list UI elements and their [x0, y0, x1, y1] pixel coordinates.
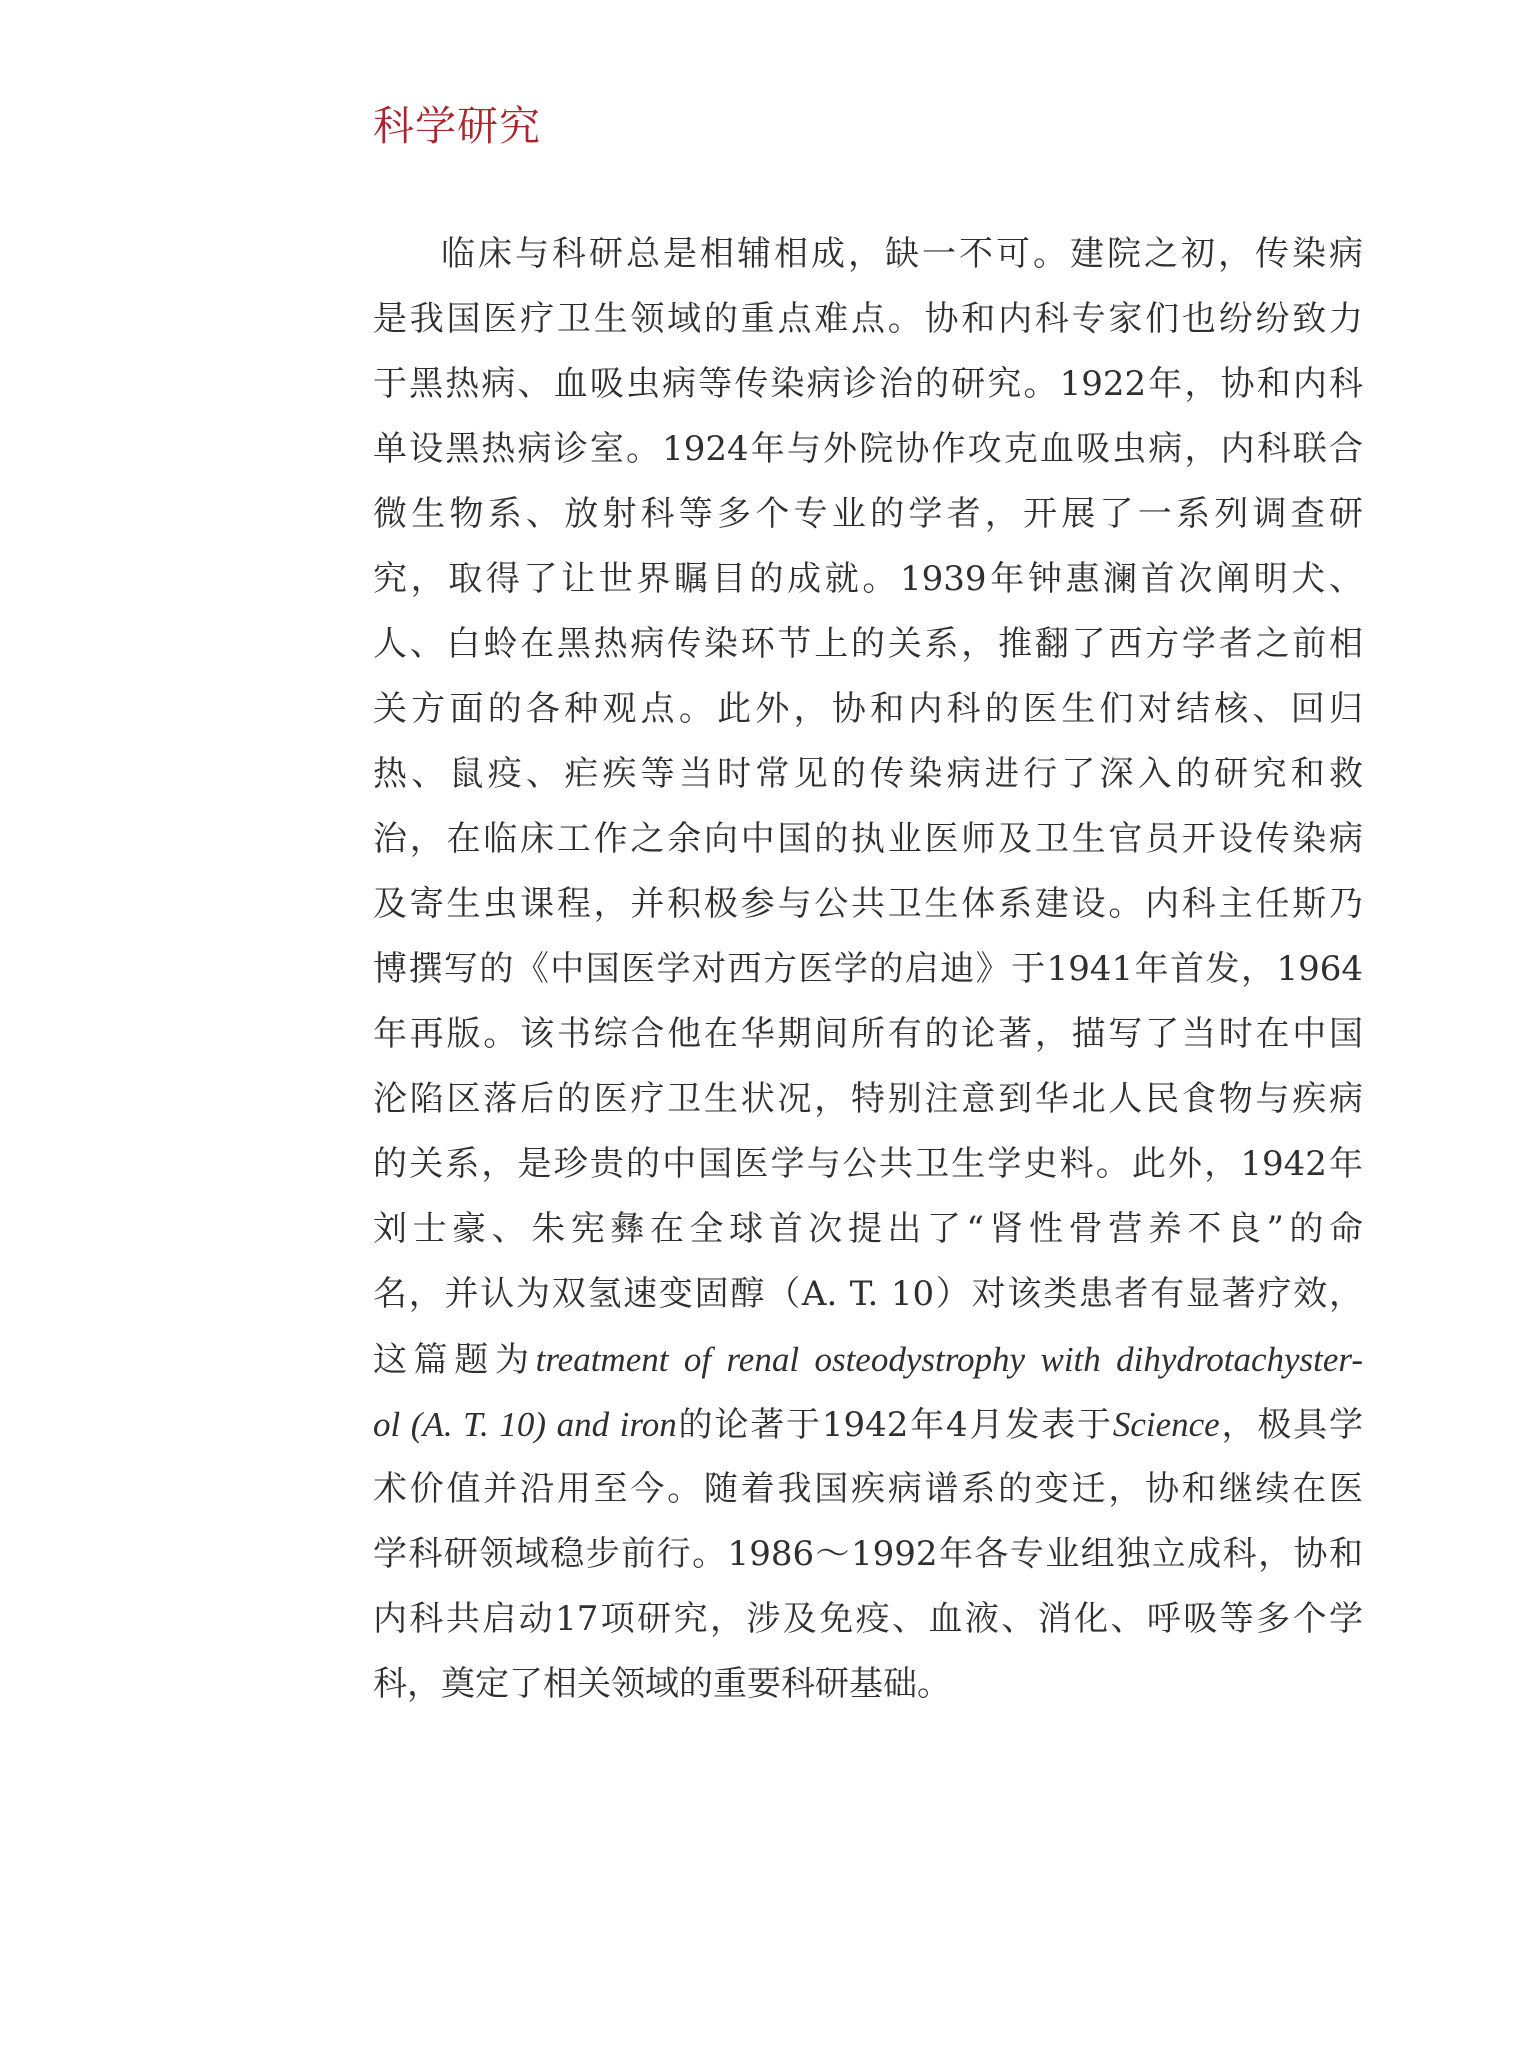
article-body: [373, 222, 1363, 1717]
journal-name: Science: [1112, 1405, 1220, 1444]
text-line: 于黑热病、血吸虫病等传染病诊治的研究。1922年，协和内科: [373, 364, 1363, 404]
text-line: 术价值并沿用至今。随着我国疾病谱系的变迁，协和继续在医: [373, 1469, 1363, 1509]
text-line: 热、鼠疫、疟疾等当时常见的传染病进行了深入的研究和救: [373, 754, 1363, 794]
text-line: 学科研领域稳步前行。1986～1992年各专业组独立成科，协和: [373, 1534, 1363, 1574]
text-line: 临床与科研总是相辅相成，缺一不可。建院之初，传染病: [441, 234, 1363, 274]
text-line: 名，并认为双氢速变固醇（A. T. 10）对该类患者有显著疗效，: [373, 1274, 1363, 1314]
text-line: 关方面的各种观点。此外，协和内科的医生们对结核、回归: [373, 689, 1363, 729]
italic-title-segment: treatment of renal osteodystrophy with dihydrotachyster-: [535, 1340, 1363, 1379]
text-line: 博撰写的《中国医学对西方医学的启迪》于1941年首发，1964: [373, 949, 1363, 989]
text-line: 年再版。该书综合他在华期间所有的论著，描写了当时在中国: [373, 1014, 1363, 1054]
text-line: 的关系，是珍贵的中国医学与公共卫生学史料。此外，1942年: [373, 1144, 1363, 1184]
text-line: 究，取得了让世界瞩目的成就。1939年钟惠澜首次阐明犬、: [373, 559, 1363, 599]
text-line: 内科共启动17项研究，涉及免疫、血液、消化、呼吸等多个学: [373, 1599, 1363, 1639]
text-line: 单设黑热病诊室。1924年与外院协作攻克血吸虫病，内科联合: [373, 429, 1363, 469]
text-segment: 这篇题为: [373, 1340, 536, 1380]
text-line: 微生物系、放射科等多个专业的学者，开展了一系列调查研: [373, 494, 1363, 534]
italic-title-segment: ol (A. T. 10) and iron: [373, 1405, 677, 1444]
text-line: 人、白蛉在黑热病传染环节上的关系，推翻了西方学者之前相: [373, 624, 1363, 664]
text-line-mixed: [373, 1392, 1363, 1457]
text-line-mixed: [373, 1327, 1363, 1392]
text-line: 刘士豪、朱宪彝在全球首次提出了“肾性骨营养不良”的命: [373, 1209, 1363, 1249]
text-line: 科，奠定了相关领域的重要科研基础。: [373, 1664, 951, 1704]
text-line: 是我国医疗卫生领域的重点难点。协和内科专家们也纷纷致力: [373, 299, 1363, 339]
text-segment: 的论著于1942年4月发表于: [676, 1405, 1113, 1445]
text-segment: ，极具学: [1219, 1405, 1363, 1445]
text-line: 及寄生虫课程，并积极参与公共卫生体系建设。内科主任斯乃: [373, 884, 1363, 924]
section-title: 科学研究: [373, 102, 541, 150]
text-line: 治，在临床工作之余向中国的执业医师及卫生官员开设传染病: [373, 819, 1363, 859]
text-line: 沦陷区落后的医疗卫生状况，特别注意到华北人民食物与疾病: [373, 1079, 1363, 1119]
